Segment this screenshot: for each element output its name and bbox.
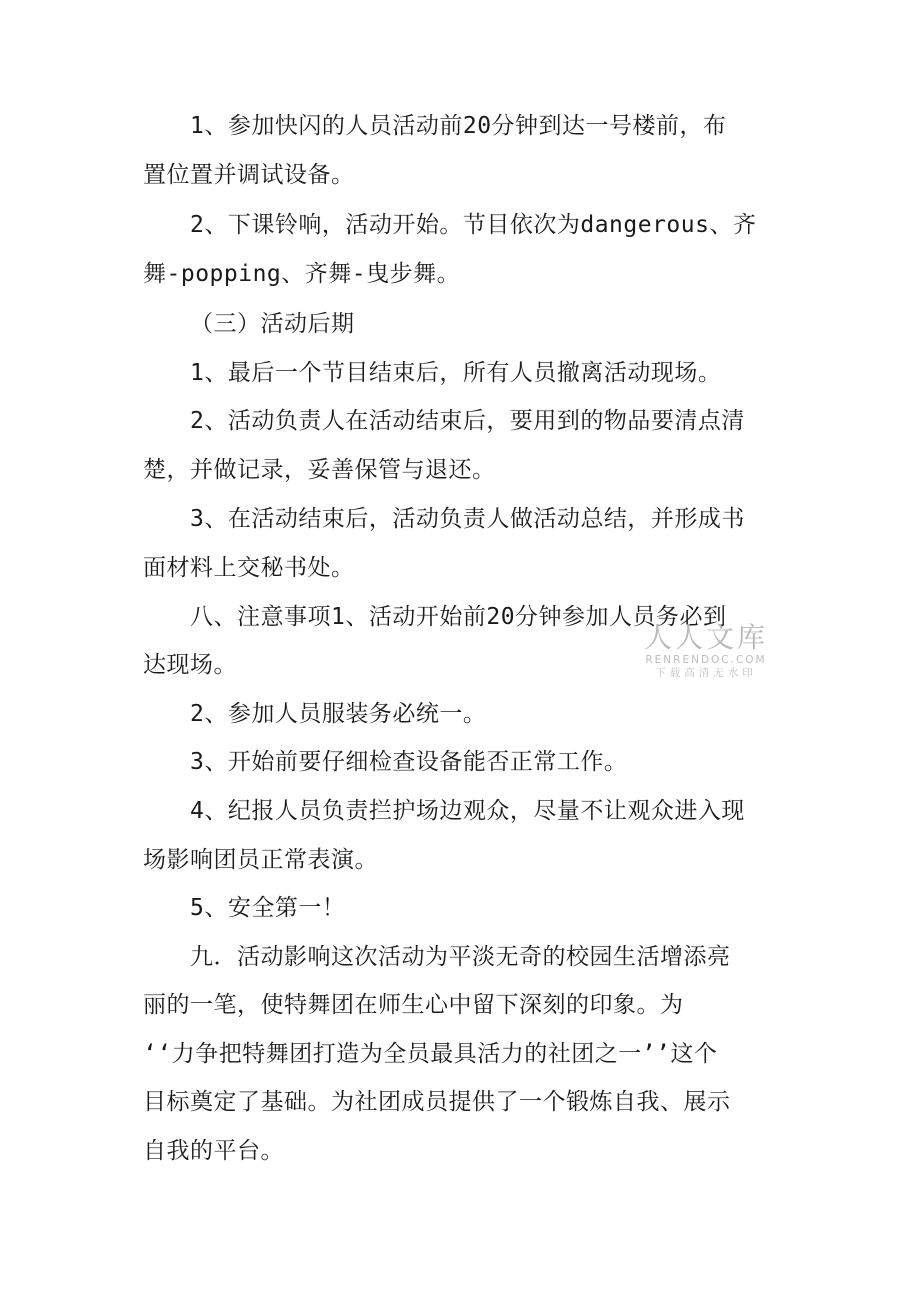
text-line: 面材料上交秘书处。: [143, 555, 355, 581]
watermark: [640, 622, 772, 680]
text-line: 楚，并做记录，妥善保管与退还。: [143, 457, 496, 483]
text-line: 5、安全第一！: [190, 895, 346, 921]
text-line: 舞-popping、齐舞-曳步舞。: [143, 261, 461, 287]
text-line: 置位置并调试设备。: [143, 162, 355, 188]
text-line: 2、参加人员服装务必统一。: [190, 701, 487, 727]
text-line: 八、注意事项1、活动开始前20分钟参加人员务必到: [190, 604, 727, 630]
text-line: 4、纪报人员负责拦护场边观众，尽量不让观众进入现: [190, 798, 745, 824]
text-line: 场影响团员正常表演。: [143, 847, 378, 873]
text-line: 1、参加快闪的人员活动前20分钟到达一号楼前，布: [190, 113, 727, 139]
text-line: ‘‘力争把特舞团打造为全员最具活力的社团之一’’这个: [143, 1041, 718, 1067]
watermark-subtitle: 下载高清无水印: [655, 667, 757, 679]
text-line: 丽的一笔，使特舞团在师生心中留下深刻的印象。为: [143, 992, 684, 1018]
watermark-title: 人人文库: [643, 621, 768, 654]
text-line: 3、开始前要仔细检查设备能否正常工作。: [190, 749, 628, 775]
text-line: 3、在活动结束后，活动负责人做活动总结，并形成书: [190, 506, 745, 532]
text-line: 1、最后一个节目结束后，所有人员撤离活动现场。: [190, 360, 722, 386]
watermark-domain: RENRENDOC.COM: [645, 654, 767, 666]
text-line: 2、下课铃响，活动开始。节目依次为dangerous、齐: [190, 212, 757, 238]
text-line: 九．活动影响这次活动为平淡无奇的校园生活增添亮: [190, 944, 731, 970]
text-line: 达现场。: [143, 652, 237, 678]
section-heading: （三）活动后期: [190, 311, 355, 337]
text-line: 2、活动负责人在活动结束后，要用到的物品要清点清: [190, 408, 745, 434]
text-line: 自我的平台。: [143, 1138, 284, 1164]
text-line: 目标奠定了基础。为社团成员提供了一个锻炼自我、展示: [143, 1089, 731, 1115]
